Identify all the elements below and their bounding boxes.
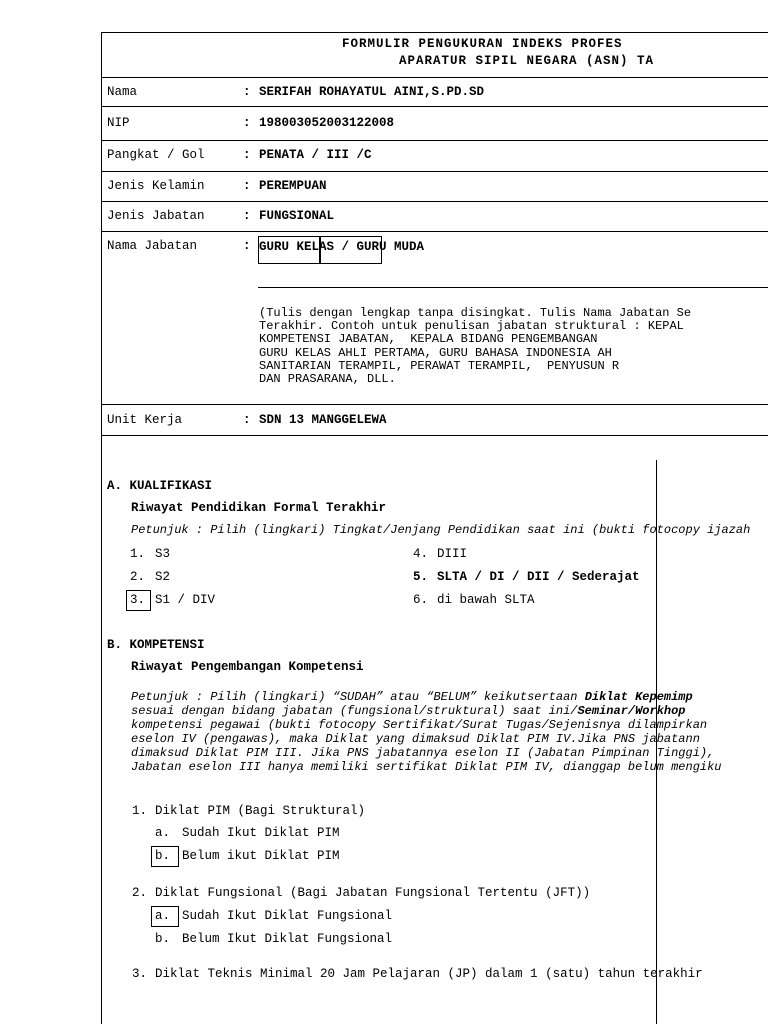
unit-kerja-colon: : (243, 413, 251, 427)
header-bottom-border (102, 77, 768, 78)
section-b-title: B. KOMPETENSI (107, 638, 205, 652)
section-b-petunjuk-line: Jabatan eselon III hanya memiliki sertifikat Diklat PIM IV, dianggap belum mengiku (131, 760, 722, 774)
education-option-s2[interactable]: S2 (155, 570, 171, 584)
diklat-option-letter: a. (155, 826, 171, 840)
jenis-jabatan-value: FUNGSIONAL (259, 209, 335, 223)
section-b-petunjuk-line: sesuai dengan bidang jabatan (fungsional/struktural) saat ini/Seminar/Workhop (131, 704, 686, 718)
education-option-s3[interactable]: S3 (155, 547, 171, 561)
pangkat-label: Pangkat / Gol (107, 148, 205, 162)
diklat-pim-title: Diklat PIM (Bagi Struktural) (155, 804, 366, 818)
education-option-num: 2. (130, 570, 146, 584)
section-b-subtitle: Riwayat Pengembangan Kompetensi (131, 660, 364, 674)
education-option-slta[interactable]: SLTA / DI / DII / Sederajat (437, 570, 640, 584)
nama-jabatan-label: Nama Jabatan (107, 239, 198, 253)
nama-jabatan-input-line (258, 287, 768, 288)
pangkat-colon: : (243, 148, 251, 162)
section-a-subtitle: Riwayat Pendidikan Formal Terakhir (131, 501, 387, 515)
jenis-kelamin-colon: : (243, 179, 251, 193)
diklat-item-num: 1. (132, 804, 148, 818)
diklat-teknis-title: Diklat Teknis Minimal 20 Jam Pelajaran (JP) dalam 1 (satu) tahun terakhir (155, 967, 703, 981)
diklat-option-letter: b. (155, 849, 171, 863)
diklat-pim-sudah[interactable]: Sudah Ikut Diklat PIM (182, 826, 340, 840)
jenis-kelamin-label: Jenis Kelamin (107, 179, 205, 193)
jenis-jabatan-label: Jenis Jabatan (107, 209, 205, 223)
diklat-fungsional-sudah[interactable]: Sudah Ikut Diklat Fungsional (182, 909, 393, 923)
row-divider (102, 435, 768, 436)
section-b-petunjuk-line: kompetensi pegawai (bukti fotocopy Sertifikat/Surat Tugas/Sejenisnya dilampirkan (131, 718, 708, 732)
pangkat-value: PENATA / III /C (259, 148, 372, 162)
education-option-s1-div[interactable]: S1 / DIV (155, 593, 216, 607)
nama-jabatan-value: GURU KELAS / GURU MUDA (259, 240, 425, 254)
nama-jabatan-note: (Tulis dengan lengkap tanpa disingkat. Tulis Nama Jabatan Se Terakhir. Contoh untuk penulisan jabatan struktural : KEPAL KOMPETENSI JABATAN, KEPALA BIDANG PENGEMBANGAN GURU KELAS AHLI PERTAMA, GURU BAHASA INDONESIA AH SANITARIAN TERAMPIL, PERAWAT TERAMPIL, PENYUSUN R DAN PRASARANA, DLL. (259, 306, 692, 387)
top-border (102, 32, 768, 33)
nip-value: 198003052003122008 (259, 116, 395, 130)
form-title-line-2: APARATUR SIPIL NEGARA (ASN) TA (399, 54, 655, 68)
section-a-title: A. KUALIFIKASI (107, 479, 213, 493)
row-divider (102, 231, 768, 232)
diklat-item-num: 2. (132, 886, 148, 900)
section-b-petunjuk-line: eselon IV (pengawas), maka Diklat yang dimaksud Diklat PIM IV.Jika PNS jabatann (131, 732, 700, 746)
row-divider (102, 171, 768, 172)
nama-colon: : (243, 85, 251, 99)
jenis-kelamin-value: PEREMPUAN (259, 179, 327, 193)
row-divider (102, 106, 768, 107)
row-divider (102, 140, 768, 141)
unit-kerja-value: SDN 13 MANGGELEWA (259, 413, 387, 427)
row-divider (102, 404, 768, 405)
diklat-item-num: 3. (132, 967, 148, 981)
education-option-diii[interactable]: DIII (437, 547, 468, 561)
nip-label: NIP (107, 116, 130, 130)
form-title-line-1: FORMULIR PENGUKURAN INDEKS PROFES (342, 37, 623, 51)
section-b-petunjuk-line: Petunjuk : Pilih (lingkari) “SUDAH” atau “BELUM” keikutsertaan Diklat Kepemimp (131, 690, 693, 704)
education-option-num: 4. (413, 547, 429, 561)
diklat-pim-belum[interactable]: Belum ikut Diklat PIM (182, 849, 340, 863)
diklat-option-letter: a. (155, 909, 171, 923)
row-divider (102, 201, 768, 202)
unit-kerja-label: Unit Kerja (107, 413, 183, 427)
nip-colon: : (243, 116, 251, 130)
diklat-fungsional-title: Diklat Fungsional (Bagi Jabatan Fungsional Tertentu (JFT)) (155, 886, 591, 900)
nama-label: Nama (107, 85, 138, 99)
education-option-num: 5. (413, 570, 429, 584)
nama-jabatan-colon: : (243, 239, 251, 253)
jenis-jabatan-colon: : (243, 209, 251, 223)
education-option-below-slta[interactable]: di bawah SLTA (437, 593, 535, 607)
education-option-num: 1. (130, 547, 146, 561)
section-b-petunjuk-line: dimaksud Diklat PIM III. Jika PNS jabatannya eselon II (Jabatan Pimpinan Tinggi), (131, 746, 722, 760)
nama-value: SERIFAH ROHAYATUL AINI,S.PD.SD (259, 85, 485, 99)
diklat-fungsional-belum[interactable]: Belum Ikut Diklat Fungsional (182, 932, 393, 946)
education-option-num: 6. (413, 593, 429, 607)
education-option-num: 3. (130, 593, 146, 607)
form-left-border (101, 32, 102, 1024)
section-a-petunjuk: Petunjuk : Pilih (lingkari) Tingkat/Jenjang Pendidikan saat ini (bukti fotocopy ijazah (131, 523, 751, 537)
diklat-option-letter: b. (155, 932, 171, 946)
